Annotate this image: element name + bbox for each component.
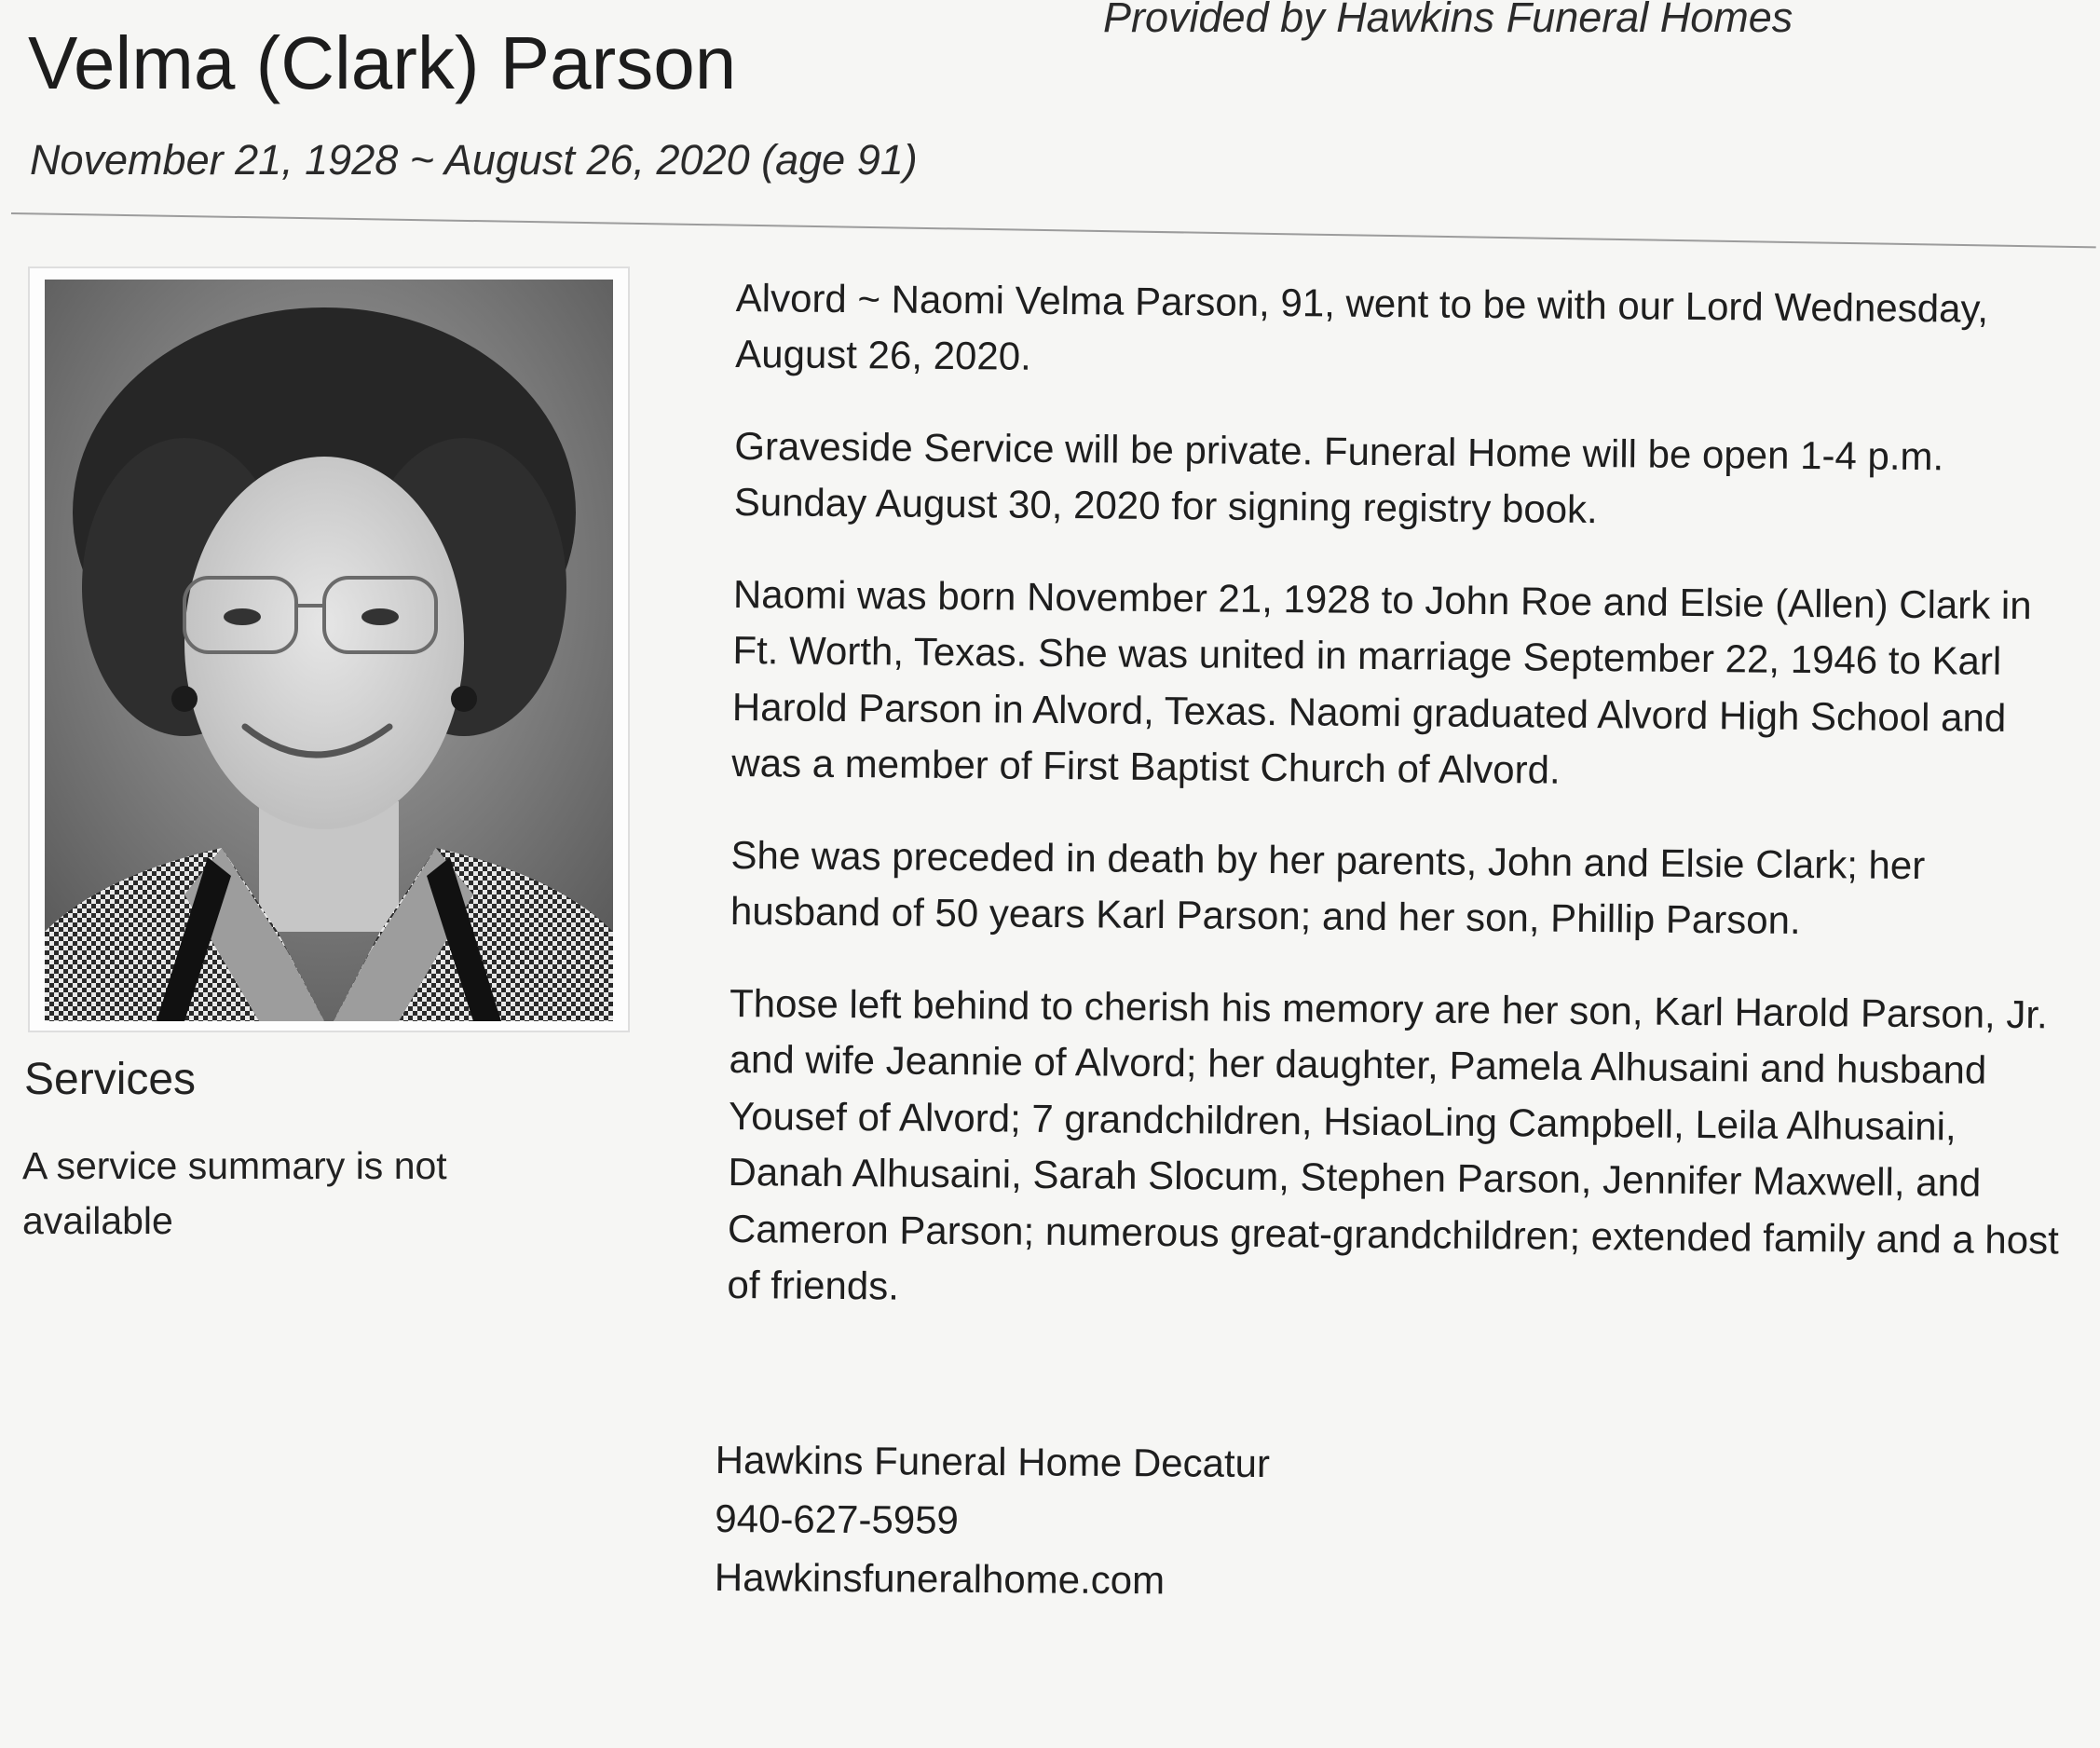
funeral-home-name: Hawkins Funeral Home Decatur <box>715 1437 1271 1486</box>
obituary-paragraph-2: Graveside Service will be private. Funeral Home will be open 1-4 p.m. Sunday August 30, 2020 for signing registry book. <box>733 423 1944 532</box>
page-title: Velma (Clark) Parson <box>28 21 737 104</box>
header-divider <box>11 212 2096 248</box>
obituary-paragraph-5: Those left behind to cherish his memory are her son, Karl Harold Parson, Jr. and wife Jeannie of Alvord; her daughter, Pamela Alhusaini and husband Yousef of Alvord; 7 grandchildren, HsiaoLing Campbell, Leila Alhusaini, Danah Alhusaini, Sarah Slocum, Stephen Parson, Jennifer Maxwell, and Cameron Parson; numerous great-grandchildren; extended family and a host of friends. <box>727 980 2059 1308</box>
funeral-home-website: Hawkinsfuneralhome.com <box>714 1554 1166 1603</box>
provided-by: Provided by Hawkins Funeral Homes <box>1103 0 1793 41</box>
life-dates: November 21, 1928 ~ August 26, 2020 (age 91) <box>30 136 918 184</box>
obituary-paragraph-1: Alvord ~ Naomi Velma Parson, 91, went to be with our Lord Wednesday, August 26, 2020. <box>735 275 1989 379</box>
portrait-frame <box>30 268 628 1031</box>
obituary-text <box>727 270 2068 1360</box>
contact-block <box>715 1430 1271 1610</box>
services-heading: Services <box>24 1055 197 1104</box>
services-summary: A service summary is not available <box>22 1144 447 1242</box>
portrait-photo <box>45 280 613 1021</box>
obituary-paragraph-4: She was preceded in death by her parents, John and Elsie Clark; her husband of 50 years Karl Parson; and her son, Phillip Parson. <box>730 832 1926 943</box>
obituary-paragraph-3: Naomi was born November 21, 1928 to John Roe and Elsie (Allen) Clark in Ft. Worth, Texas. She was united in marriage September 22, 1946 to Karl Harold Parson in Alvord, Texas. Naomi graduated Alvord High School and was a member of First Baptist Church of Alvord. <box>731 571 2032 793</box>
funeral-home-phone: 940-627-5959 <box>715 1495 960 1542</box>
